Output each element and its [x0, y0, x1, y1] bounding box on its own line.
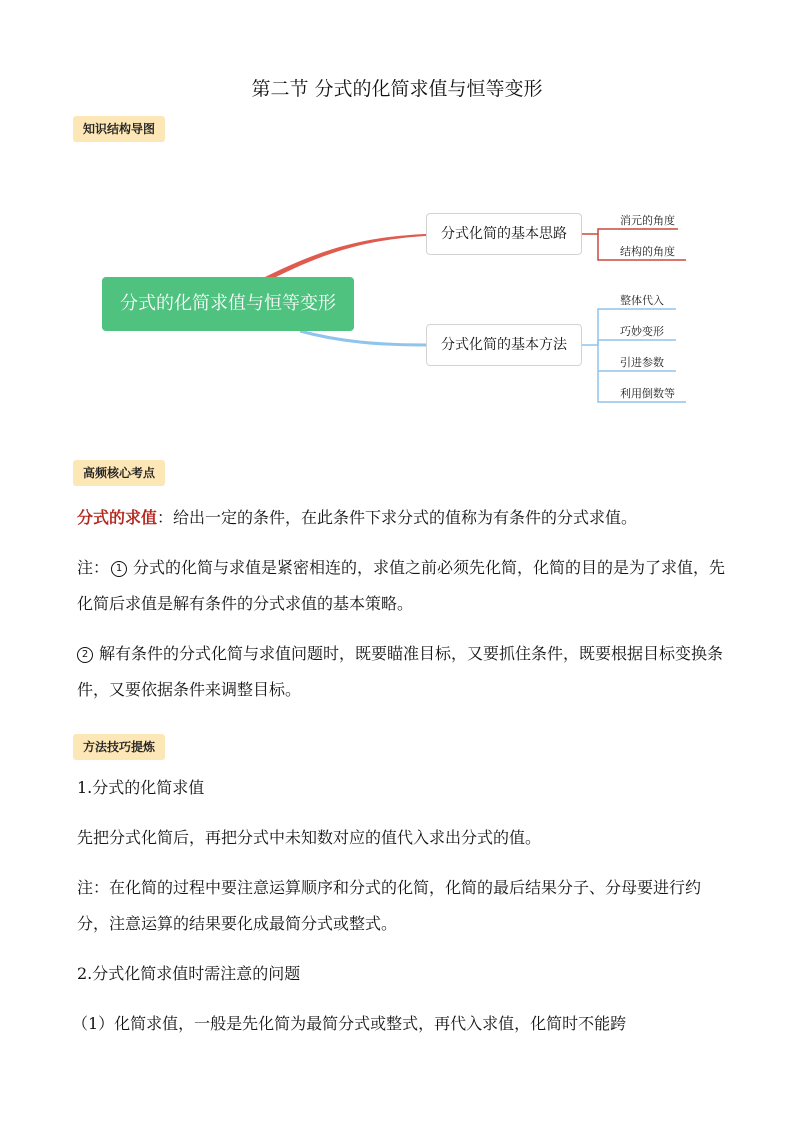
- method-paragraph-3: （1）化简求值，一般是先化简为最简分式或整式，再代入求值，化简时不能跨: [72, 1014, 627, 1033]
- mindmap-leaf: 结构的角度: [620, 245, 675, 258]
- mindmap-leaf: 引进参数: [620, 356, 664, 369]
- section-tag-core: 高频核心考点: [73, 460, 165, 486]
- core-definition: [77, 500, 727, 536]
- circled-number-2: 2: [77, 647, 93, 663]
- note-prefix: 注：: [77, 558, 110, 577]
- method-paragraph-1: 先把分式化简后，再把分式中未知数对应的值代入求出分式的值。: [77, 828, 542, 847]
- note-1-text: 分式的化简与求值是紧密相连的，求值之前必须先化简，化简的目的是为了求值，先化简后求值是解有条件的分式求值的基本策略。: [77, 558, 726, 613]
- mind-map: [0, 180, 794, 420]
- mindmap-branch-methods: 分式化简的基本方法: [426, 324, 582, 366]
- section-tag-methods: 方法技巧提炼: [73, 734, 165, 760]
- mindmap-leaf: 巧妙变形: [620, 325, 664, 338]
- mindmap-root-node: 分式的化简求值与恒等变形: [102, 277, 354, 331]
- core-definition-text: ：给出一定的条件，在此条件下求分式的值称为有条件的分式求值。: [157, 508, 638, 527]
- mindmap-leaf: 利用倒数等: [620, 387, 675, 400]
- note-2-text: 解有条件的分式化简与求值问题时，既要瞄准目标，又要抓住条件，既要根据目标变换条件，又要依据条件来调整目标。: [77, 644, 724, 699]
- core-note-2: [77, 636, 727, 708]
- mindmap-leaf: 消元的角度: [620, 214, 675, 227]
- section-tag-mindmap: 知识结构导图: [73, 116, 165, 142]
- connector-leaf-1: [580, 229, 678, 234]
- connector-branch1: [265, 234, 426, 279]
- method-heading-2: 2.分式化简求值时需注意的问题: [77, 964, 301, 983]
- page-title: 第二节 分式的化简求值与恒等变形: [251, 78, 543, 100]
- core-term: 分式的求值: [77, 508, 158, 527]
- circled-number-1: 1: [111, 561, 127, 577]
- mindmap-leaf: 整体代入: [620, 294, 664, 307]
- connector-branch2: [300, 331, 426, 345]
- method-paragraph-2: 注：在化简的过程中要注意运算顺序和分式的化简，化简的最后结果分子、分母要进行约分，注意运算的结果要化成最简分式或整式。: [77, 878, 702, 933]
- core-note-1: [77, 550, 727, 622]
- mindmap-branch-thinking: 分式化简的基本思路: [426, 213, 582, 255]
- method-heading-1: 1.分式的化简求值: [77, 778, 205, 797]
- connector-leaf-4: [598, 340, 676, 345]
